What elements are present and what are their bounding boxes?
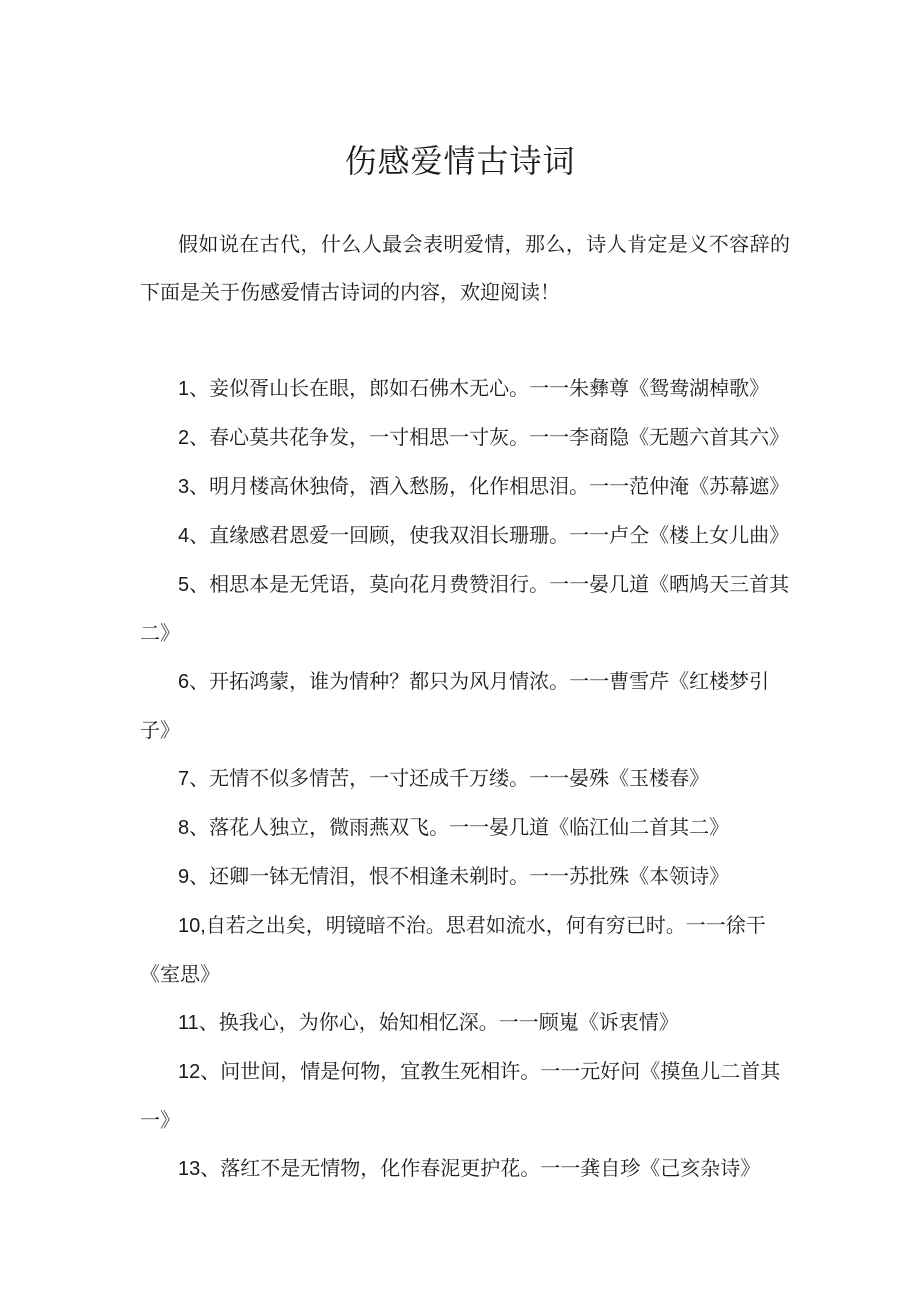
intro-paragraph: 假如说在古代，什么人最会表明爱情，那么，诗人肯定是义不容辞的下面是关于伤感爱情古诗词的内容，欢迎阅读！ bbox=[140, 232, 790, 304]
item-number: 1、 bbox=[178, 378, 210, 400]
poem-text: 妾似胥山长在眼，郎如石佛木无心。一一朱彝尊《鸳鸯湖棹歌》 bbox=[209, 376, 770, 400]
item-number: 8、 bbox=[178, 817, 210, 839]
poem-text: 落花人独立，微雨燕双飞。一一晏几道《临江仙二首其二》 bbox=[209, 815, 730, 839]
list-item bbox=[140, 998, 790, 1047]
poem-text: 相思本是无凭语，莫向花月费赞泪行。一一晏几道《晒鸠天三首其二》 bbox=[140, 572, 790, 645]
list-item bbox=[140, 803, 790, 852]
item-number: 12、 bbox=[178, 1061, 221, 1083]
list-item bbox=[140, 852, 790, 901]
list-item bbox=[140, 901, 790, 998]
poem-text: 直缘感君恩爱一回顾，使我双泪长珊珊。一一卢仝《楼上女儿曲》 bbox=[209, 523, 790, 547]
poem-text: 明月楼高休独倚，酒入愁肠，化作相思泪。一一范仲淹《苏幕遮》 bbox=[209, 474, 790, 498]
list-item bbox=[140, 1047, 790, 1144]
poem-text: 问世间，情是何物，宜教生死相许。一一元好问《摸鱼儿二首其一》 bbox=[140, 1059, 781, 1132]
poem-list bbox=[140, 364, 790, 1193]
list-item bbox=[140, 364, 790, 413]
list-item bbox=[140, 657, 790, 754]
list-item bbox=[140, 413, 790, 462]
list-item bbox=[140, 560, 790, 657]
document-title: 伤感爱情古诗词 bbox=[344, 142, 576, 180]
item-number: 13、 bbox=[178, 1158, 221, 1180]
item-number: 9、 bbox=[178, 866, 210, 888]
item-number: 7、 bbox=[178, 768, 210, 790]
item-number: 4、 bbox=[178, 525, 210, 547]
poem-text: 开拓鸿蒙，谁为情种？都只为风月情浓。一一曹雪芹《红楼梦引子》 bbox=[140, 669, 770, 742]
poem-text: 落红不是无情物，化作春泥更护花。一一龚自珍《己亥杂诗》 bbox=[220, 1156, 761, 1180]
poem-text: 无情不似多情苦，一寸还成千万缕。一一晏殊《玉楼春》 bbox=[209, 766, 710, 790]
list-item bbox=[140, 754, 790, 803]
item-number: 2、 bbox=[178, 427, 210, 449]
poem-text: 春心莫共花争发，一寸相思一寸灰。一一李商隐《无题六首其六》 bbox=[209, 425, 790, 449]
item-number: 6、 bbox=[178, 671, 210, 693]
item-number: 5、 bbox=[178, 574, 210, 596]
item-number: 3、 bbox=[178, 476, 210, 498]
poem-text: 自若之出矣，明镜暗不治。思君如流水，何有穷已时。一一徐干《室思》 bbox=[140, 913, 766, 986]
item-number: 11、 bbox=[178, 1012, 219, 1034]
list-item bbox=[140, 511, 790, 560]
poem-text: 换我心，为你心，始知相忆深。一一顾嵬《诉衷情》 bbox=[218, 1010, 679, 1034]
poem-text: 还卿一钵无情泪，恨不相逢未剃时。一一苏批殊《本领诗》 bbox=[209, 864, 730, 888]
list-item bbox=[140, 1144, 790, 1193]
item-number: 10, bbox=[178, 915, 206, 937]
list-item bbox=[140, 462, 790, 511]
